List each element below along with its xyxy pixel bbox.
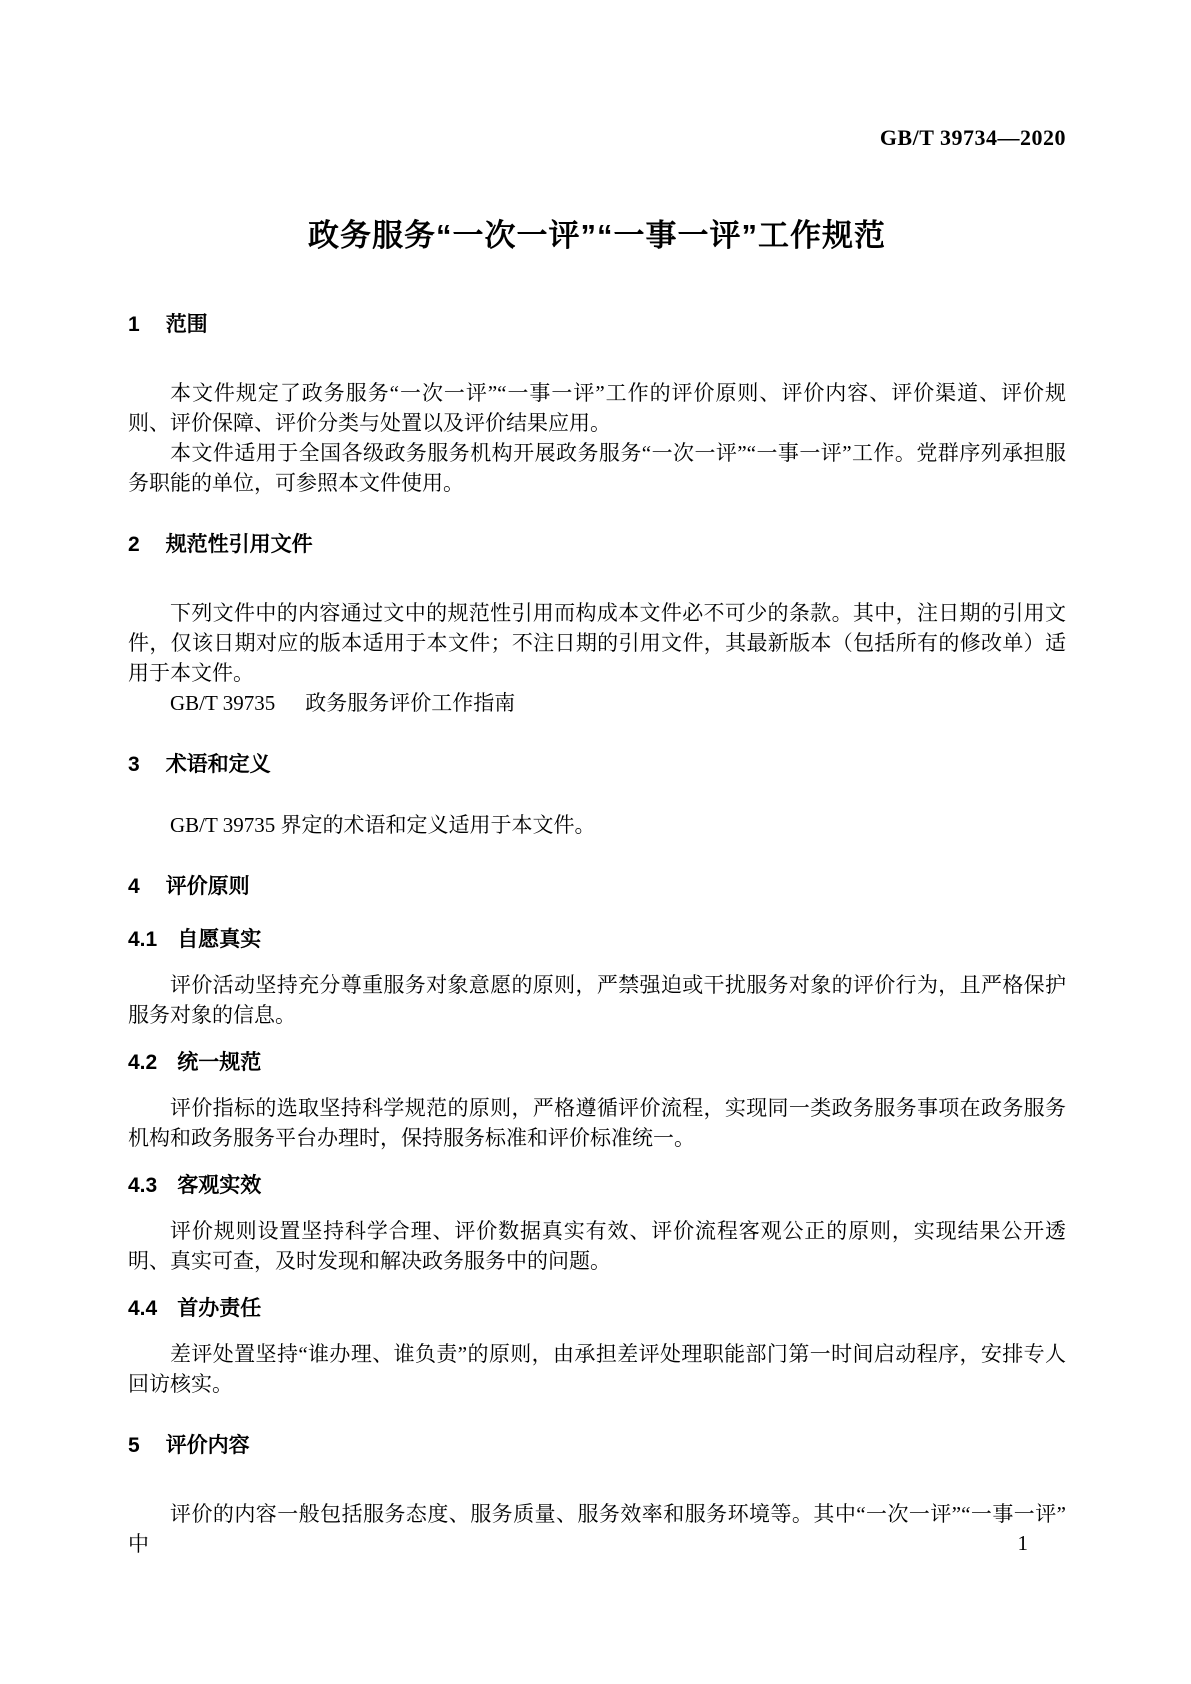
section-4-2-number: 4.2 <box>128 1051 158 1074</box>
reference-code: GB/T 39735 <box>170 691 276 715</box>
principle-unified-paragraph: 评价指标的选取坚持科学规范的原则，严格遵循评价流程，实现同一类政务服务事项在政务服务机构和政务服务平台办理时，保持服务标准和评价标准统一。 <box>128 1096 1066 1150</box>
section-4-3-title: 客观实效 <box>177 1174 262 1197</box>
section-3-number: 3 <box>128 753 140 776</box>
section-2-title: 规范性引用文件 <box>165 533 313 556</box>
section-4-3-heading <box>128 1171 1066 1201</box>
terms-paragraph: GB/T 39735 界定的术语和定义适用于本文件。 <box>170 813 596 837</box>
page-number: 1 <box>1017 1531 1028 1555</box>
section-2-number: 2 <box>128 533 140 556</box>
section-4-3-number: 4.3 <box>128 1174 158 1197</box>
section-4-1-heading <box>128 925 1066 955</box>
section-5-heading <box>128 1431 1066 1461</box>
scope-paragraph-1: 本文件规定了政务服务“一次一评”“一事一评”工作的评价原则、评价内容、评价渠道、评价规则、评价保障、评价分类与处置以及评价结果应用。 <box>128 381 1066 435</box>
section-4-1-title: 自愿真实 <box>177 928 262 951</box>
reference-title: 政务服务评价工作指南 <box>305 691 516 715</box>
section-4-4-heading <box>128 1294 1066 1324</box>
section-1-title: 范围 <box>165 313 208 336</box>
section-1-number: 1 <box>128 313 140 336</box>
normative-reference-entry <box>128 688 1066 718</box>
principle-first-responsibility-paragraph: 差评处置坚持“谁办理、谁负责”的原则，由承担差评处理职能部门第一时间启动程序，安排专人回访核实。 <box>128 1342 1066 1396</box>
section-4-1-number: 4.1 <box>128 928 158 951</box>
section-4-title: 评价原则 <box>165 875 250 898</box>
section-1-heading <box>128 310 1066 340</box>
section-4-heading <box>128 872 1066 902</box>
section-4-4-title: 首办责任 <box>177 1297 262 1320</box>
normative-references-paragraph: 下列文件中的内容通过文中的规范性引用而构成本文件必不可少的条款。其中，注日期的引用文件，仅该日期对应的版本适用于本文件；不注日期的引用文件，其最新版本（包括所有的修改单）适用于本文件。 <box>128 601 1066 685</box>
scope-paragraph-2: 本文件适用于全国各级政务服务机构开展政务服务“一次一评”“一事一评”工作。党群序列承担服务职能的单位，可参照本文件使用。 <box>128 441 1066 495</box>
section-3-heading <box>128 750 1066 780</box>
section-5-number: 5 <box>128 1434 140 1457</box>
principle-objective-paragraph: 评价规则设置坚持科学合理、评价数据真实有效、评价流程客观公正的原则，实现结果公开透明、真实可查，及时发现和解决政务服务中的问题。 <box>128 1219 1066 1273</box>
section-3-title: 术语和定义 <box>165 753 271 776</box>
section-4-number: 4 <box>128 875 140 898</box>
section-2-heading <box>128 530 1066 560</box>
section-4-2-title: 统一规范 <box>177 1051 262 1074</box>
evaluation-content-paragraph: 评价的内容一般包括服务态度、服务质量、服务效率和服务环境等。其中“一次一评”“一事一评”中 <box>128 1502 1066 1556</box>
document-title: 政务服务“一次一评”“一事一评”工作规范 <box>308 218 886 253</box>
standard-code: GB/T 39734—2020 <box>879 125 1066 150</box>
section-4-4-number: 4.4 <box>128 1297 158 1320</box>
section-5-title: 评价内容 <box>165 1434 250 1457</box>
principle-voluntary-paragraph: 评价活动坚持充分尊重服务对象意愿的原则，严禁强迫或干扰服务对象的评价行为，且严格保护服务对象的信息。 <box>128 973 1066 1027</box>
section-4-2-heading <box>128 1048 1066 1078</box>
